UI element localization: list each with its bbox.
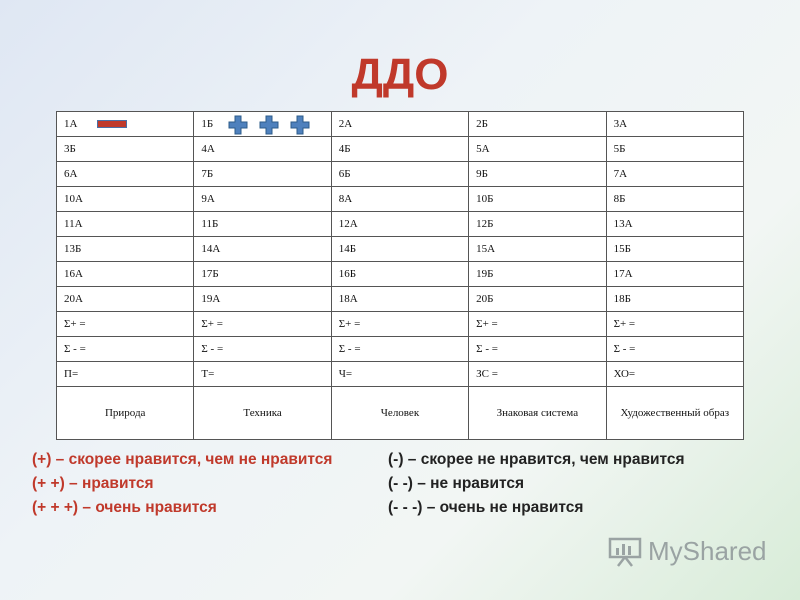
table-cell bbox=[57, 212, 194, 237]
table-cell bbox=[194, 237, 331, 262]
table-cell bbox=[194, 362, 331, 387]
table-cell bbox=[469, 162, 606, 187]
category-cell: Природа bbox=[57, 387, 194, 440]
table-cell bbox=[331, 262, 468, 287]
cell-label: 8Б bbox=[613, 193, 626, 205]
cell-label: 10Б bbox=[476, 193, 494, 205]
cell-label: 9А bbox=[201, 193, 215, 205]
table-cell bbox=[57, 362, 194, 387]
table-cell bbox=[194, 262, 331, 287]
plus-icon bbox=[228, 115, 248, 135]
table-cell bbox=[469, 362, 606, 387]
table-cell bbox=[606, 287, 743, 312]
legend-item: (-) – скорее не нравится, чем нравится bbox=[388, 451, 685, 468]
cell-label: 11А bbox=[64, 218, 83, 230]
cell-label: 13А bbox=[613, 218, 633, 230]
cell-label: 9Б bbox=[476, 168, 488, 180]
cell-label: 10А bbox=[64, 193, 83, 205]
cell-label: Σ - = bbox=[338, 343, 361, 355]
table-cell bbox=[469, 262, 606, 287]
table-cell bbox=[606, 337, 743, 362]
legend-item: (+ +) – нравится bbox=[32, 475, 154, 492]
cell-label: 1Б bbox=[201, 118, 214, 130]
cell-label: 19Б bbox=[476, 268, 494, 280]
category-cell: Техника bbox=[194, 387, 331, 440]
table-row bbox=[57, 237, 744, 262]
cell-label: 3А bbox=[613, 118, 628, 130]
minus-icon bbox=[97, 120, 127, 128]
table-cell bbox=[57, 162, 194, 187]
table-cell bbox=[57, 112, 194, 137]
cell-label: 14Б bbox=[338, 243, 357, 255]
cell-label: 15А bbox=[476, 243, 496, 255]
cell-label: 17А bbox=[613, 268, 633, 280]
table-row bbox=[57, 287, 744, 312]
table-cell bbox=[194, 162, 331, 187]
table-cell bbox=[469, 112, 606, 137]
cell-label: 20Б bbox=[476, 293, 494, 305]
table-cell bbox=[331, 337, 468, 362]
cell-label: П= bbox=[64, 368, 79, 380]
table-row bbox=[57, 362, 744, 387]
cell-label: 20А bbox=[64, 293, 83, 305]
cell-label: Т= bbox=[201, 368, 215, 380]
table-row bbox=[57, 137, 744, 162]
cell-label: 6Б bbox=[338, 168, 351, 180]
table-cell bbox=[606, 262, 743, 287]
category-cell: Художественный образ bbox=[606, 387, 743, 440]
table-cell bbox=[194, 137, 331, 162]
table-cell bbox=[331, 212, 468, 237]
cell-label: 2Б bbox=[476, 118, 488, 130]
table-cell bbox=[331, 137, 468, 162]
cell-label: 12Б bbox=[476, 218, 494, 230]
table-cell bbox=[469, 237, 606, 262]
plus-icon bbox=[290, 115, 310, 135]
table-cell bbox=[194, 212, 331, 237]
table-cell bbox=[469, 137, 606, 162]
table-cell bbox=[469, 287, 606, 312]
cell-label: Σ - = bbox=[64, 343, 86, 355]
table-cell bbox=[57, 237, 194, 262]
table-cell bbox=[606, 237, 743, 262]
cell-label: Σ+ = bbox=[201, 318, 223, 330]
cell-label: 16Б bbox=[338, 268, 357, 280]
cell-label: 13Б bbox=[64, 243, 82, 255]
table-row bbox=[57, 112, 744, 137]
table-row bbox=[57, 262, 744, 287]
table-cell bbox=[194, 112, 331, 137]
cell-label: Σ+ = bbox=[64, 318, 86, 330]
table-cell bbox=[57, 337, 194, 362]
table-cell bbox=[469, 187, 606, 212]
legend-item: (- -) – не нравится bbox=[388, 475, 525, 492]
table-cell bbox=[57, 287, 194, 312]
cell-label: 14А bbox=[201, 243, 221, 255]
table-cell bbox=[606, 162, 743, 187]
table-cell bbox=[194, 187, 331, 212]
cell-label: 17Б bbox=[201, 268, 219, 280]
table-cell bbox=[469, 312, 606, 337]
cell-label: 1А bbox=[64, 118, 78, 130]
table-cell bbox=[606, 362, 743, 387]
table-cell bbox=[331, 287, 468, 312]
cell-label: 18А bbox=[338, 293, 358, 305]
table-cell bbox=[331, 362, 468, 387]
legend-item: (+ + +) – очень нравится bbox=[32, 499, 217, 516]
cell-label: Σ+ = bbox=[338, 318, 361, 330]
legend-item: (- - -) – очень не нравится bbox=[388, 499, 584, 516]
cell-label: 15Б bbox=[613, 243, 631, 255]
legend-negative bbox=[388, 448, 685, 520]
table-cell bbox=[194, 287, 331, 312]
questionnaire-table bbox=[56, 111, 744, 440]
table-cell bbox=[194, 337, 331, 362]
table-cell bbox=[331, 187, 468, 212]
cell-label: Σ - = bbox=[476, 343, 498, 355]
table-row bbox=[57, 337, 744, 362]
category-row bbox=[57, 387, 744, 440]
table-cell bbox=[606, 137, 743, 162]
cell-label: Σ - = bbox=[613, 343, 636, 355]
table-cell bbox=[469, 337, 606, 362]
cell-label: 7Б bbox=[201, 168, 214, 180]
cell-label: 4Б bbox=[338, 143, 351, 155]
cell-label: 2А bbox=[338, 118, 353, 130]
watermark bbox=[608, 536, 767, 567]
presentation-board-icon bbox=[608, 537, 642, 567]
table-cell bbox=[57, 187, 194, 212]
table-row bbox=[57, 162, 744, 187]
table-cell bbox=[606, 112, 743, 137]
cell-label: Σ+ = bbox=[476, 318, 498, 330]
cell-label: 12А bbox=[338, 218, 358, 230]
table-cell bbox=[331, 312, 468, 337]
category-cell: Знаковая система bbox=[469, 387, 606, 440]
table-row bbox=[57, 212, 744, 237]
table-cell bbox=[331, 112, 468, 137]
cell-label: 5Б bbox=[613, 143, 626, 155]
table-cell bbox=[606, 187, 743, 212]
table-cell bbox=[194, 312, 331, 337]
table-cell bbox=[606, 312, 743, 337]
category-cell: Человек bbox=[331, 387, 468, 440]
cell-label: 5А bbox=[476, 143, 490, 155]
cell-label: 18Б bbox=[613, 293, 631, 305]
legend-positive bbox=[32, 448, 332, 520]
cell-label: Σ+ = bbox=[613, 318, 636, 330]
table-cell bbox=[331, 237, 468, 262]
table-row bbox=[57, 187, 744, 212]
table-cell bbox=[331, 162, 468, 187]
table-cell bbox=[57, 262, 194, 287]
cell-label: 16А bbox=[64, 268, 83, 280]
cell-label: 7А bbox=[613, 168, 628, 180]
table-row bbox=[57, 312, 744, 337]
cell-label: 4А bbox=[201, 143, 215, 155]
cell-label: 11Б bbox=[201, 218, 219, 230]
table-cell bbox=[57, 137, 194, 162]
cell-label: 6А bbox=[64, 168, 78, 180]
table-cell bbox=[469, 212, 606, 237]
cell-label: 3Б bbox=[64, 143, 76, 155]
page-title: ДДО bbox=[351, 50, 449, 99]
plus-icon bbox=[259, 115, 279, 135]
watermark-text: MyShared bbox=[648, 536, 767, 566]
cell-label: Σ - = bbox=[201, 343, 224, 355]
cell-label: 8А bbox=[338, 193, 353, 205]
cell-label: 19А bbox=[201, 293, 221, 305]
cell-label: Ч= bbox=[338, 368, 353, 380]
legend-item: (+) – скорее нравится, чем не нравится bbox=[32, 451, 333, 468]
cell-label: ХО= bbox=[613, 368, 636, 380]
table-cell bbox=[606, 212, 743, 237]
cell-label: ЗС = bbox=[476, 368, 498, 380]
table-cell bbox=[57, 312, 194, 337]
